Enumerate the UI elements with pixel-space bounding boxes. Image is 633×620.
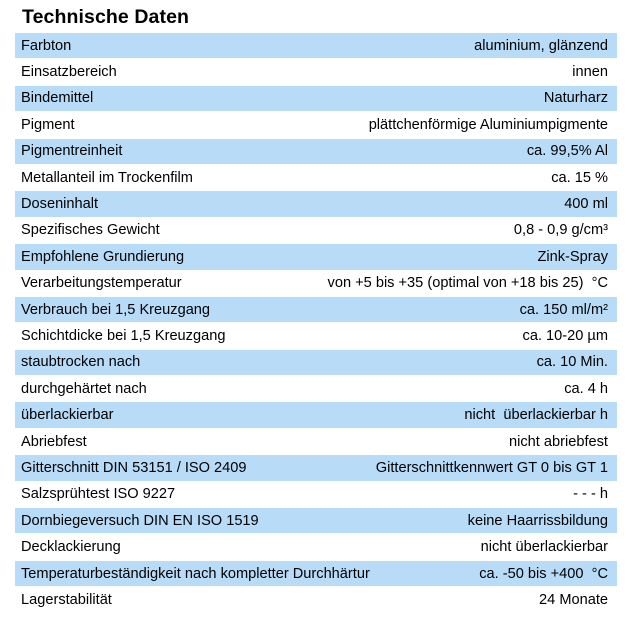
row-label: Schichtdicke bei 1,5 Kreuzgang [21, 327, 226, 344]
row-label: staubtrocken nach [21, 354, 141, 371]
table-row [15, 138, 617, 164]
row-value: ca. 15 % [551, 169, 608, 186]
row-label: Abriebfest [21, 433, 87, 450]
row-value: ca. -50 bis +400 °C [479, 565, 608, 582]
row-label: Einsatzbereich [21, 64, 117, 81]
table-row [15, 58, 617, 84]
table-row [15, 85, 617, 111]
row-label: Spezifisches Gewicht [21, 222, 160, 239]
row-label: durchgehärtet nach [21, 380, 147, 397]
row-value: 400 ml [564, 196, 608, 213]
row-value: ca. 150 ml/m² [519, 301, 608, 318]
table-row [15, 296, 617, 322]
row-label: Lagerstabilität [21, 591, 112, 608]
row-label: Farbton [21, 37, 72, 54]
row-value: keine Haarrissbildung [467, 512, 608, 529]
row-value: ca. 10 Min. [536, 354, 608, 371]
row-value: Zink-Spray [537, 248, 608, 265]
row-value: Gitterschnittkennwert GT 0 bis GT 1 [375, 459, 608, 476]
row-label: Dornbiegeversuch DIN EN ISO 1519 [21, 512, 259, 529]
row-value: Naturharz [543, 90, 608, 107]
row-label: Salzsprühtest ISO 9227 [21, 486, 176, 503]
row-value: ca. 10-20 µm [522, 327, 608, 344]
table-row [15, 322, 617, 348]
row-label: Doseninhalt [21, 196, 99, 213]
table-row [15, 560, 617, 586]
row-label: Bindemittel [21, 90, 94, 107]
table-row [15, 349, 617, 375]
row-label: Empfohlene Grundierung [21, 248, 185, 265]
row-value: plättchenförmige Aluminiumpigmente [368, 116, 608, 133]
technical-data-table [15, 32, 617, 613]
row-label: Verarbeitungstemperatur [21, 275, 182, 292]
row-label: überlackierbar [21, 407, 114, 424]
table-row [15, 32, 617, 58]
row-value: ca. 99,5% Al [526, 143, 608, 160]
row-value: nicht abriebfest [509, 433, 608, 450]
page-title: Technische Daten [22, 6, 190, 28]
table-row [15, 507, 617, 533]
row-label: Metallanteil im Trockenfilm [21, 169, 193, 186]
table-row [15, 111, 617, 137]
table-row [15, 586, 617, 612]
table-row [15, 270, 617, 296]
row-label: Gitterschnitt DIN 53151 / ISO 2409 [21, 459, 247, 476]
table-row [15, 533, 617, 559]
row-value: innen [572, 64, 608, 81]
row-label: Pigment [21, 116, 75, 133]
row-value: aluminium, glänzend [474, 37, 608, 54]
table-row [15, 375, 617, 401]
row-label: Temperaturbeständigkeit nach kompletter Durchhärtur [21, 565, 370, 582]
table-row [15, 428, 617, 454]
row-value: 0,8 - 0,9 g/cm³ [513, 222, 608, 239]
row-label: Decklackierung [21, 539, 121, 556]
table-row [15, 164, 617, 190]
row-label: Verbrauch bei 1,5 Kreuzgang [21, 301, 211, 318]
row-value: 24 Monate [539, 591, 608, 608]
row-label: Pigmentreinheit [21, 143, 123, 160]
table-row [15, 481, 617, 507]
row-value: ca. 4 h [564, 380, 608, 397]
table-row [15, 454, 617, 480]
table-row [15, 243, 617, 269]
row-value: nicht überlackierbar h [464, 407, 608, 424]
table-row [15, 401, 617, 427]
row-value: - - - h [573, 486, 608, 503]
table-row [15, 217, 617, 243]
row-value: nicht überlackierbar [480, 539, 608, 556]
table-row [15, 190, 617, 216]
row-value: von +5 bis +35 (optimal von +18 bis 25) °C [327, 275, 608, 292]
